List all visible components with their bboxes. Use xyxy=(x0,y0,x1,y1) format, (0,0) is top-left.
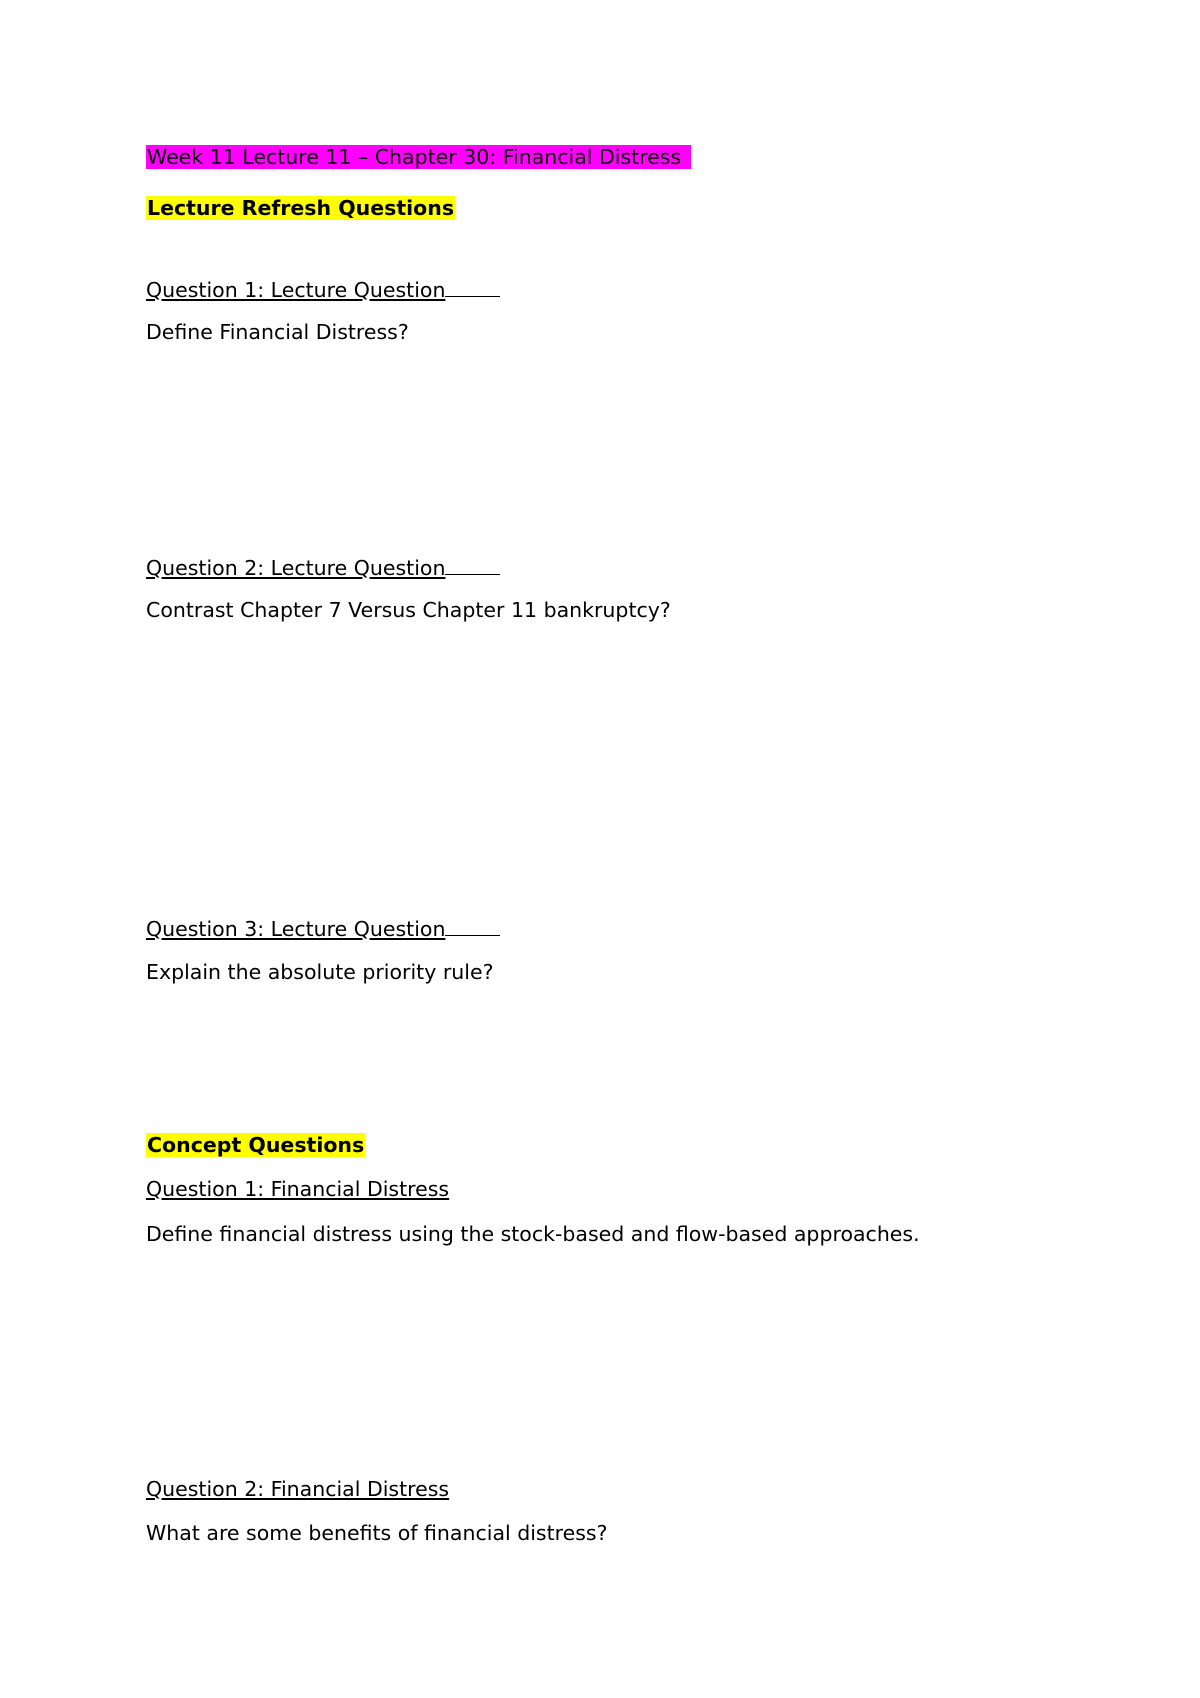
section-heading-concept xyxy=(146,1132,365,1158)
question-prompt: Explain the absolute priority rule? xyxy=(146,960,494,984)
question-label: Question 2: Lecture Question xyxy=(146,556,446,580)
question-label: Question 3: Lecture Question xyxy=(146,917,446,941)
answer-blank-line xyxy=(445,914,500,936)
question-heading xyxy=(146,914,500,942)
section-heading: Concept Questions xyxy=(147,1133,365,1157)
section-heading-lecture-refresh xyxy=(146,195,455,221)
document-title-line xyxy=(146,144,691,170)
answer-blank-line xyxy=(445,275,500,297)
question-label: Question 2: Financial Distress xyxy=(146,1477,450,1501)
question-prompt: Define Financial Distress? xyxy=(146,320,409,344)
question-prompt: Define financial distress using the stock-based and flow-based approaches. xyxy=(146,1222,920,1246)
question-prompt: Contrast Chapter 7 Versus Chapter 11 bankruptcy? xyxy=(146,598,671,622)
question-label: Question 1: Financial Distress xyxy=(146,1177,450,1201)
document-title: Week 11 Lecture 11 – Chapter 30: Financial Distress xyxy=(146,145,691,169)
question-heading xyxy=(146,275,500,303)
question-prompt: What are some benefits of financial distress? xyxy=(146,1521,608,1545)
question-heading xyxy=(146,1176,449,1202)
section-heading: Lecture Refresh Questions xyxy=(147,196,455,220)
question-heading xyxy=(146,553,500,581)
question-label: Question 1: Lecture Question xyxy=(146,278,446,302)
question-heading xyxy=(146,1476,449,1502)
answer-blank-line xyxy=(445,553,500,575)
